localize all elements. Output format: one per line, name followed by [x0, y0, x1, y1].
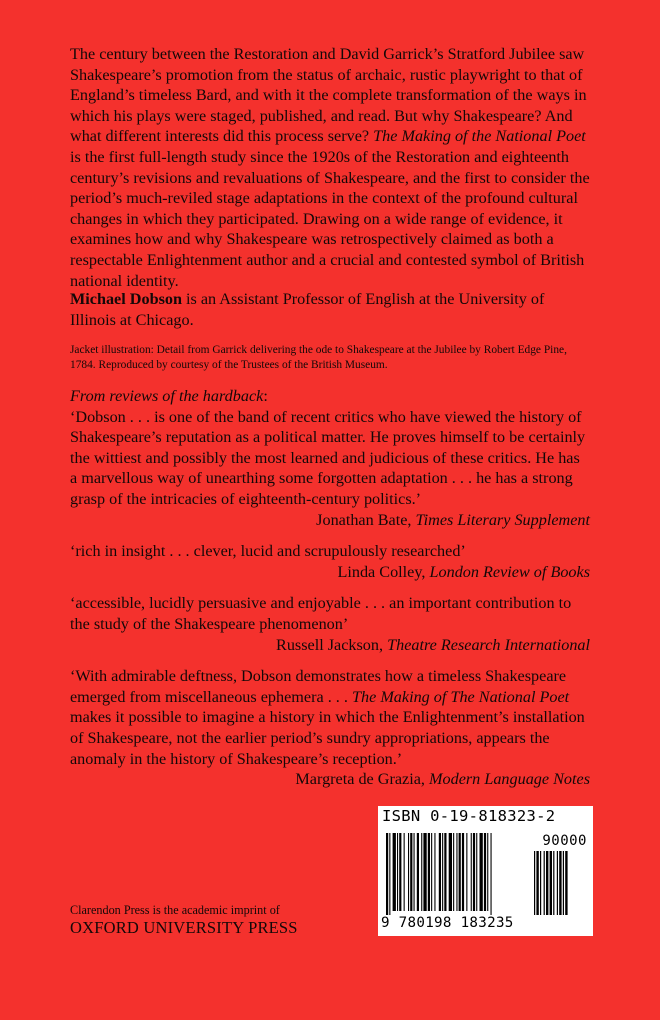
reviews-section	[70, 386, 590, 790]
review-author: Margreta de Grazia,	[295, 770, 430, 789]
author-name: Michael Dobson	[70, 290, 182, 308]
review-attribution	[70, 769, 590, 790]
review-author: Russell Jackson,	[276, 635, 388, 654]
addon-stripe	[546, 851, 548, 915]
addon-stripe	[536, 851, 538, 915]
barcode-stripe	[408, 833, 409, 911]
review-quote: ‘Dobson . . . is one of the band of recent critics who have viewed the history of Shakespeare’s reputation as a political matter. He proves himself to be certainly the wittiest and possibly the most learned and judicious of these critics. He has a marvellous way of unearthing some forgotten adaptation . . . he has a strong grasp of the intricacies of eighteenth-century politics.’	[70, 407, 586, 508]
barcode-stripe	[480, 833, 483, 911]
addon-stripe	[559, 851, 561, 915]
barcode-stripe	[462, 833, 464, 911]
book-title: The Making of the National Poet	[373, 127, 586, 146]
author-bio-text: is an Assistant Professor of English at the University of Illinois at Chicago.	[70, 290, 545, 329]
review-source: Times Literary Supplement	[415, 510, 590, 529]
blurb-text-1: The century between the Restoration and David Garrick’s Stratford Jubilee saw Shakespeare’s promotion from the status of archaic, rustic playwright to that of England’s timeless Bard, and with it the complete transformation of the ways in which his plays were staged, published, and read. But why Shakespeare? And what different interests did this process serve?	[70, 45, 587, 146]
addon-stripe	[563, 851, 564, 915]
addon-stripe	[565, 851, 567, 915]
barcode-stripe	[444, 833, 446, 911]
barcode-stripe	[421, 833, 422, 911]
addon-stripe	[557, 851, 558, 915]
barcode-stripe	[397, 833, 398, 911]
review-source: London Review of Books	[429, 562, 590, 581]
review-quote: ‘With admirable deftness, Dobson demonstrates how a timeless Shakespeare emerged from miscellaneous ephemera . . . The Making of The National Poet makes it possible to imagine a history in which the Enlightenment’s installation of Shakespeare, not the earlier period’s sundry appropriations, appears the anomaly in the history of Shakespeare’s reception.’	[70, 667, 585, 768]
review-attribution	[70, 562, 590, 583]
barcode-stripe	[410, 833, 412, 911]
isbn-label: ISBN 0-19-818323-2	[382, 807, 556, 825]
barcode-stripe	[423, 833, 426, 911]
barcode-stripe	[466, 833, 467, 911]
ean-number: 9 780198 183235	[381, 915, 514, 931]
review-attribution	[70, 635, 590, 656]
price-addon-code: 90000	[542, 833, 587, 849]
addon-stripe	[544, 851, 545, 915]
barcode-stripe	[473, 833, 475, 911]
barcode-stripe	[484, 833, 486, 911]
barcode-bars	[386, 833, 586, 915]
barcode-stripe	[453, 833, 454, 911]
addon-stripe	[540, 851, 541, 915]
blurb-paragraph	[70, 44, 590, 291]
barcode-stripe	[431, 833, 432, 911]
barcode-stripe	[417, 833, 419, 911]
book-title: The Making of The National Poet	[351, 687, 570, 706]
barcode-stripe	[404, 833, 405, 911]
review-author: Linda Colley,	[337, 562, 430, 581]
review-quote: ‘accessible, lucidly persuasive and enjoyable . . . an important contribution to the study of the Shakespeare phenomenon’	[70, 594, 572, 633]
jacket-illustration-note: Jacket illustration: Detail from Garrick delivering the ode to Shakespeare at the Jubilee by Robert Edge Pine, 1784. Reproduced by courtesy of the Trustees of the British Museum.	[70, 344, 567, 371]
review-quote: ‘rich in insight . . . clever, lucid and scrupulously researched’	[70, 542, 466, 561]
barcode-stripe	[393, 833, 396, 911]
blurb-text-2: is the first full-length study since the 1920s of the Restoration and eighteenth century’s revisions and revaluations of Shakespeare, and the first to consider the period’s much-reviled stage adaptations in the context of the profound cultural changes in which they participated. Drawing on a wide range of evidence, it examines how and why Shakespeare was retrospectively claimed as both a respectable Enlightenment author and a crucial and contested symbol of British national identity.	[70, 147, 590, 290]
barcode-stripe	[476, 833, 477, 911]
barcode-stripe	[442, 833, 443, 911]
barcode-stripe	[456, 833, 457, 911]
addon-stripe	[553, 851, 554, 915]
addon-stripe	[550, 851, 552, 915]
barcode-stripe	[428, 833, 430, 911]
addon-stripe	[534, 851, 535, 915]
barcode-stripe	[439, 833, 441, 911]
barcode-stripe	[471, 833, 472, 911]
reviews-heading: From reviews of the hardback:	[70, 387, 268, 405]
barcode-stripe	[487, 833, 488, 911]
publisher-name: OXFORD UNIVERSITY PRESS	[70, 918, 298, 937]
review-source: Modern Language Notes	[429, 770, 590, 789]
barcode-stripe	[449, 833, 452, 911]
review-author: Jonathan Bate,	[316, 510, 416, 529]
publisher-imprint	[70, 902, 370, 938]
barcode-stripe	[434, 833, 435, 911]
barcode	[378, 806, 593, 936]
barcode-stripe	[399, 833, 401, 911]
imprint-line: Clarendon Press is the academic imprint of	[70, 903, 280, 917]
review-attribution	[70, 510, 590, 531]
barcode-stripe	[386, 833, 388, 915]
barcode-stripe	[459, 833, 461, 911]
barcode-stripe	[389, 833, 390, 915]
author-bio	[70, 289, 590, 330]
review-source: Theatre Research International	[387, 635, 590, 654]
barcode-stripe	[491, 833, 492, 915]
barcode-stripe	[414, 833, 415, 911]
